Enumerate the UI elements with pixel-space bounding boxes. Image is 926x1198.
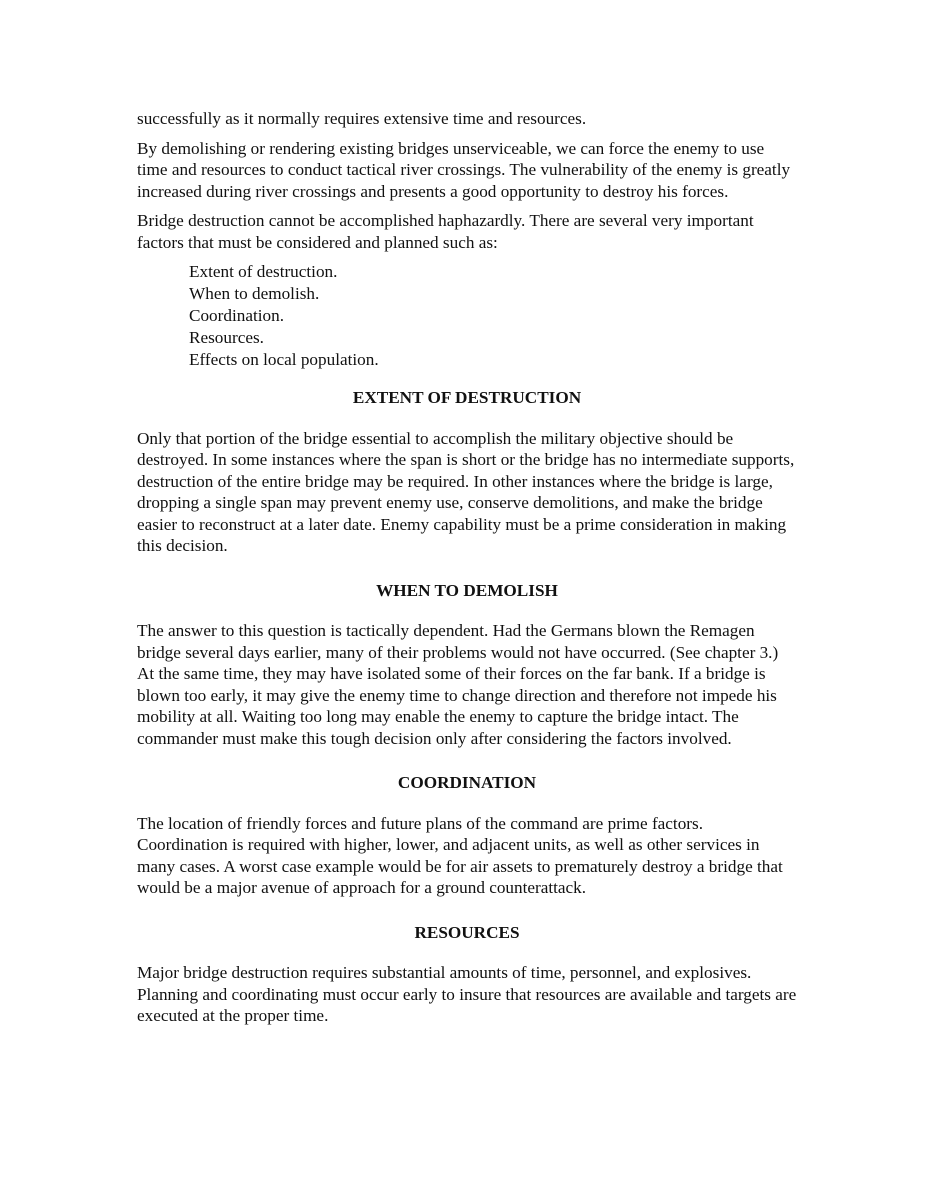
list-item: Effects on local population. <box>189 350 379 369</box>
list-item: When to demolish. <box>189 284 320 303</box>
intro-paragraph-continued: successfully as it normally requires extensive time and resources. <box>137 109 587 128</box>
section-heading-resources: RESOURCES <box>414 922 520 942</box>
section-text-extent: Only that portion of the bridge essential to accomplish the military objective should be destroyed. In some instances where the span is short or the bridge has no intermediate supports, destruction of the entire bridge may be required. In other instances where the bridge is large, dropping a single span may prevent enemy use, conserve demolitions, and make the bridge easier to reconstruct at a later date. Enemy capability must be a prime consideration in making this decision. <box>137 428 795 555</box>
section-text-resources: Major bridge destruction requires substantial amounts of time, personnel, and explosives. Planning and coordinating must occur early to insure that resources are available and targets are executed at the proper time. <box>137 963 797 1025</box>
section-heading-when: WHEN TO DEMOLISH <box>376 580 558 600</box>
intro-paragraph-factors: Bridge destruction cannot be accomplished haphazardly. There are several very important factors that must be considered and planned such as: <box>137 211 754 252</box>
section-text-coordination: The location of friendly forces and future plans of the command are prime factors. Coordination is required with higher, lower, and adjacent units, as well as other services in many cases. A worst case example would be for air assets to prematurely destroy a bridge that would be a major avenue of approach for a ground counterattack. <box>137 813 783 897</box>
intro-paragraph-demolishing: By demolishing or rendering existing bridges unserviceable, we can force the enemy to use time and resources to conduct tactical river crossings. The vulnerability of the enemy is greatly increased during river crossings and presents a good opportunity to destroy his forces. <box>137 138 791 201</box>
list-item: Resources. <box>189 328 264 347</box>
factors-list <box>189 261 797 371</box>
section-heading-extent: EXTENT OF DESTRUCTION <box>352 388 582 407</box>
list-item: Extent of destruction. <box>189 262 338 281</box>
list-item: Coordination. <box>189 306 285 325</box>
section-text-when: The answer to this question is tactically dependent. Had the Germans blown the Remagen bridge several days earlier, many of their problems would not have occurred. (See chapter 3.) At the same time, they may have isolated some of their forces on the far bank. If a bridge is blown too early, it may give the enemy time to change direction and therefore not impede his mobility at all. Waiting too long may enable the enemy to capture the bridge intact. The commander must make this tough decision only after considering the factors involved. <box>137 621 779 748</box>
document-page <box>137 108 797 1050</box>
section-heading-coordination: COORDINATION <box>397 773 537 792</box>
